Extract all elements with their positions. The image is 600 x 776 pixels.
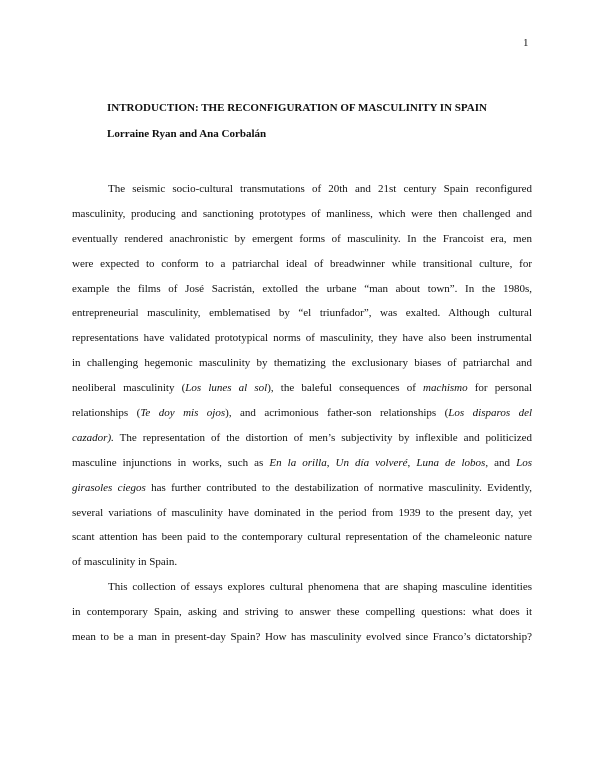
text-run: representations have validated prototypical norms of masculinity, they have also been instrumental <box>72 332 532 345</box>
italic-title: cazador). <box>72 431 114 444</box>
text-run: eventually rendered anachronistic by emergent forms of masculinity. In the Francoist era, men <box>72 232 532 245</box>
text-run: This collection of essays explores cultural phenomena that are shaping masculine identities <box>108 581 532 594</box>
text-run: masculinity, producing and sanctioning prototypes of manliness, which were then challenged and <box>72 207 532 220</box>
article-body <box>72 177 532 650</box>
italic-title: Los <box>516 456 532 469</box>
paragraph <box>72 575 532 650</box>
text-line <box>72 426 532 451</box>
text-run: ), and acrimonious father-son relationships ( <box>225 407 449 420</box>
page-number: 1 <box>523 37 529 49</box>
text-line <box>72 177 532 202</box>
italic-title: Los disparos del <box>448 407 533 420</box>
italic-title: Un día volveré <box>335 456 408 469</box>
text-run: mean to be a man in present-day Spain? How has masculinity evolved since Franco’s dictatorship? <box>72 631 532 644</box>
text-run: scant attention has been paid to the contemporary cultural representation of the chameleonic nature <box>72 531 532 544</box>
text-line <box>72 451 532 476</box>
text-run: ), the baleful consequences of <box>267 382 424 395</box>
text-run: in contemporary Spain, asking and striving to answer these compelling questions: what does it <box>72 606 532 619</box>
text-run: were expected to conform to a patriarchal ideal of breadwinner while transitional culture, for <box>72 257 532 270</box>
text-run: has further contributed to the destabilization of normative masculinity. Evidently, <box>145 481 532 494</box>
text-line <box>72 326 532 351</box>
text-run: , <box>326 456 336 469</box>
text-run: entrepreneurial masculinity, emblematised by “el triunfador”, was exalted. Although cultural <box>72 307 532 320</box>
text-line <box>72 202 532 227</box>
text-line <box>72 301 532 326</box>
italic-title: Te doy mis ojos <box>140 407 226 420</box>
text-line <box>72 575 532 600</box>
text-line <box>72 227 532 252</box>
text-line <box>72 376 532 401</box>
text-line <box>72 501 532 526</box>
text-line <box>72 525 532 550</box>
text-line <box>72 476 532 501</box>
text-line <box>72 252 532 277</box>
italic-title: machismo <box>423 382 468 395</box>
article-title: INTRODUCTION: THE RECONFIGURATION OF MASCULINITY IN SPAIN <box>107 102 487 114</box>
text-run: for personal <box>467 382 533 395</box>
text-run: masculine injunctions in works, such as <box>72 456 270 469</box>
text-run: , and <box>485 456 517 469</box>
text-line <box>72 351 532 376</box>
text-run: several variations of masculinity have dominated in the period from 1939 to the present day, yet <box>72 506 532 519</box>
article-authors: Lorraine Ryan and Ana Corbalán <box>107 128 267 140</box>
text-line <box>72 600 532 625</box>
text-run: relationships ( <box>72 407 141 420</box>
text-run: The seismic socio-cultural transmutations of 20th and 21st century Spain reconfigured <box>108 183 532 195</box>
italic-title: girasoles ciegos <box>72 481 146 494</box>
text-run: , <box>407 456 417 469</box>
paragraph <box>72 177 532 575</box>
text-run: neoliberal masculinity ( <box>72 382 186 395</box>
text-line <box>72 550 532 575</box>
text-line <box>72 401 532 426</box>
italic-title: En la orilla <box>269 456 327 469</box>
text-run: The representation of the distortion of men’s subjectivity by inflexible and politicized <box>113 431 532 444</box>
text-line <box>72 277 532 302</box>
text-line <box>72 625 532 650</box>
italic-title: Los lunes al sol <box>185 382 268 395</box>
italic-title: Luna de lobos <box>416 456 486 469</box>
text-run: example the films of José Sacristán, extolled the urbane “man about town”. In the 1980s, <box>72 282 532 295</box>
text-run: of masculinity in Spain. <box>72 556 178 569</box>
text-run: in challenging hegemonic masculinity by thematizing the exclusionary biases of patriarchal and <box>72 357 532 370</box>
